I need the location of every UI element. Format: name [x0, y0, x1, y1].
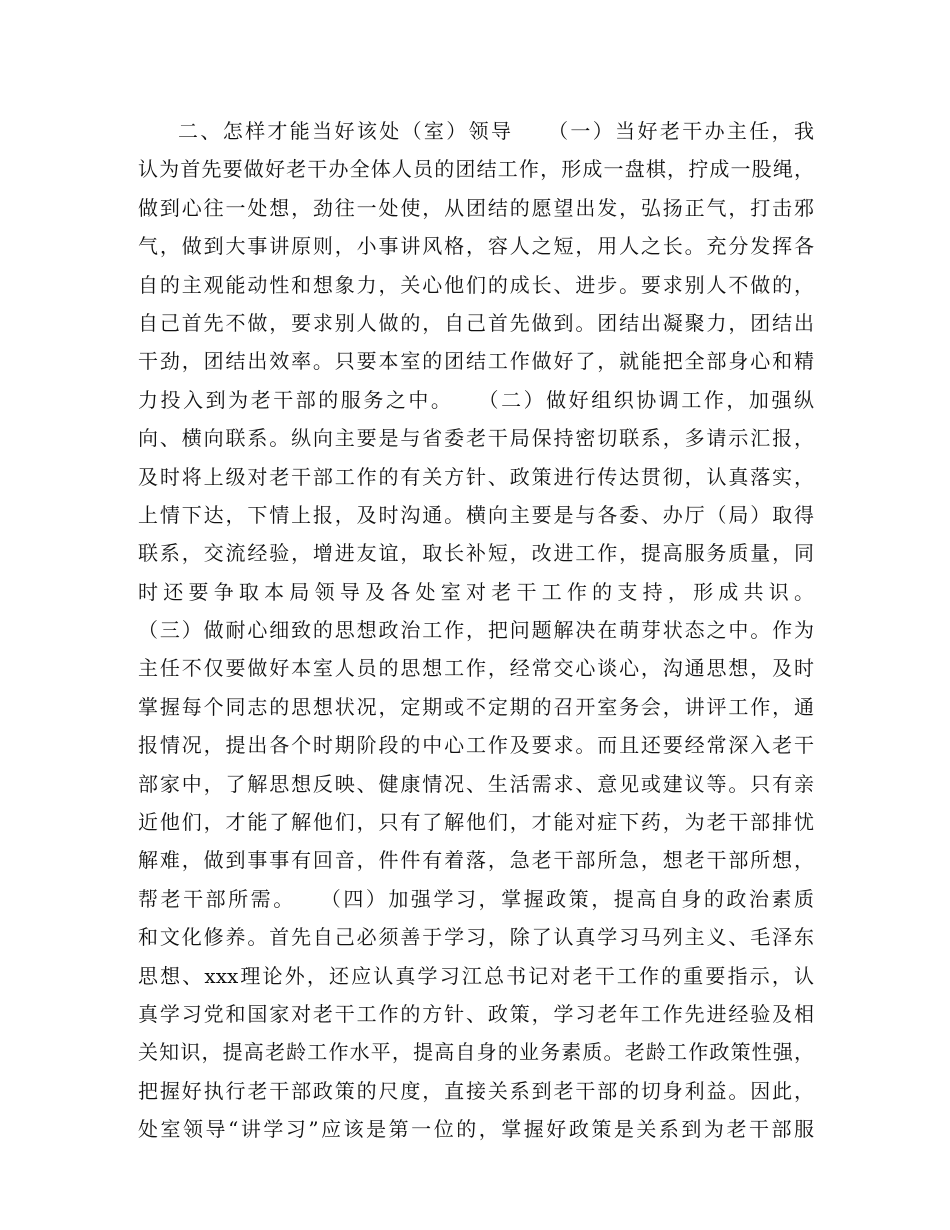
text-line: 及时将上级对老干部工作的有关方针、政策进行传达贯彻，认真落实， — [138, 464, 814, 489]
text-line: 近他们，才能了解他们，只有了解他们，才能对症下药，为老干部排忧 — [138, 810, 814, 835]
text-line: （三）做耐心细致的思想政治工作，把问题解决在萌芽状态之中。作为 — [138, 618, 814, 643]
text-line: 处室领导“讲学习”应该是第一位的，掌握好政策是关系到为老干部服 — [138, 1117, 814, 1142]
text-line: 上情下达，下情上报，及时沟通。横向主要是与各委、办厅（局）取得 — [138, 502, 814, 527]
text-line: 联系，交流经验，增进友谊，取长补短，改进工作，提高服务质量，同 — [138, 541, 814, 566]
text-line: 和文化修养。首先自己必须善于学习，除了认真学习马列主义、毛泽东 — [138, 925, 814, 950]
text-line: 向、横向联系。纵向主要是与省委老干局保持密切联系，多请示汇报， — [138, 426, 814, 451]
text-line: 二、怎样才能当好该处（室）领导 （一）当好老干办主任，我 — [178, 119, 814, 143]
text-line: 时还要争取本局领导及各处室对老干工作的支持，形成共识。 — [138, 579, 814, 604]
text-line: 报情况，提出各个时期阶段的中心工作及要求。而且还要经常深入老干 — [138, 733, 814, 758]
text-line: 力投入到为老干部的服务之中。 （二）做好组织协调工作，加强纵 — [138, 387, 814, 412]
text-line: 自己首先不做，要求别人做的，自己首先做到。团结出凝聚力，团结出 — [138, 310, 814, 335]
text-line: 做到心往一处想，劲往一处使，从团结的愿望出发，弘扬正气，打击邪 — [138, 195, 814, 220]
text-line: 气，做到大事讲原则，小事讲风格，容人之短，用人之长。充分发挥各 — [138, 234, 814, 259]
text-line: 部家中，了解思想反映、健康情况、生活需求、意见或建议等。只有亲 — [138, 771, 814, 796]
text-line: 把握好执行老干部政策的尺度，直接关系到老干部的切身利益。因此， — [138, 1078, 814, 1103]
text-line: 掌握每个同志的思想状况，定期或不定期的召开室务会，讲评工作，通 — [138, 694, 814, 719]
text-line: 干劲，团结出效率。只要本室的团结工作做好了，就能把全部身心和精 — [138, 349, 814, 374]
text-line: 帮老干部所需。 （四）加强学习，掌握政策，提高自身的政治素质 — [138, 886, 814, 911]
text-line: 真学习党和国家对老干工作的方针、政策，学习老年工作先进经验及相 — [138, 1001, 814, 1026]
text-line: 关知识，提高老龄工作水平，提高自身的业务素质。老龄工作政策性强， — [138, 1040, 814, 1065]
document-body — [138, 112, 814, 1149]
text-line: 自的主观能动性和想象力，关心他们的成长、进步。要求别人不做的， — [138, 272, 814, 297]
text-line: 解难，做到事事有回音，件件有着落，急老干部所急，想老干部所想， — [138, 848, 814, 873]
text-line: 主任不仅要做好本室人员的思想工作，经常交心谈心，沟通思想，及时 — [138, 656, 814, 681]
text-line: 思想、xxx理论外，还应认真学习江总书记对老干工作的重要指示，认 — [138, 963, 814, 988]
text-line: 认为首先要做好老干办全体人员的团结工作，形成一盘棋，拧成一股绳， — [138, 157, 814, 182]
